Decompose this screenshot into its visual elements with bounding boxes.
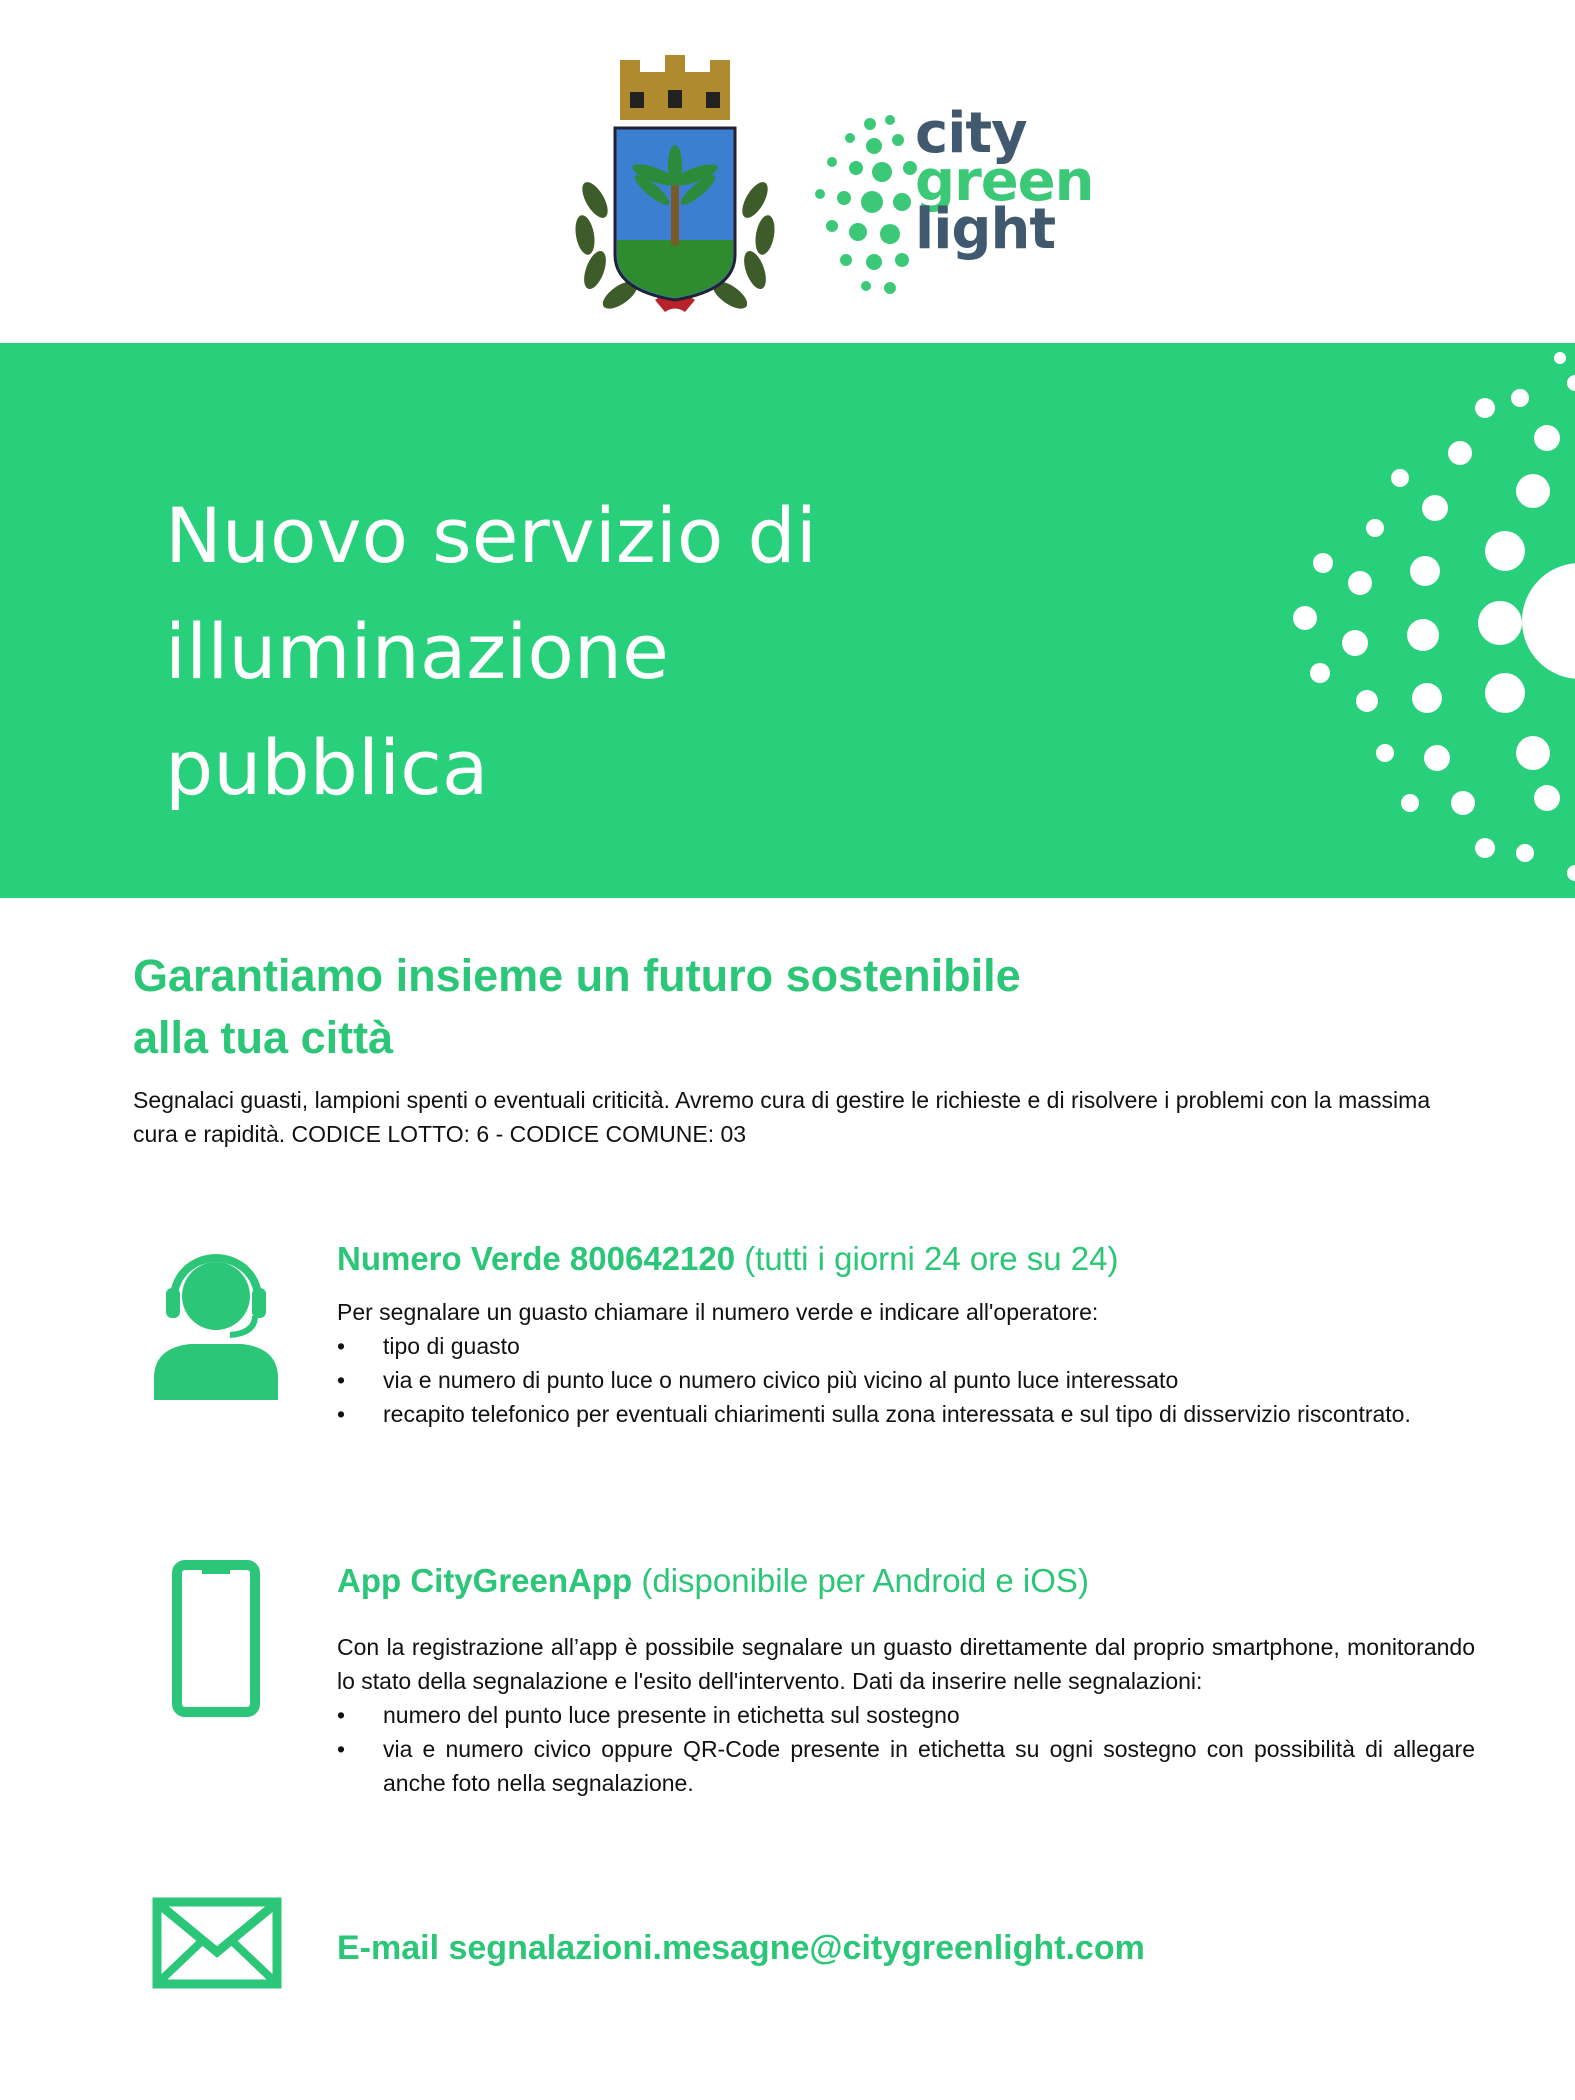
intro-heading-line: Garantiamo insieme un futuro sostenibile	[133, 950, 1021, 1001]
banner-title-line: Nuovo servizio di	[165, 491, 817, 580]
list-item: • via e numero civico oppure QR-Code presente in etichetta su ogni sostegno con possibilità di allegare anche foto nella segnalazione.	[337, 1732, 1475, 1800]
header-logos	[560, 50, 1100, 330]
banner-title-line: pubblica	[165, 723, 489, 812]
municipal-crest-icon	[560, 50, 790, 320]
app-availability: (disponibile per Android e iOS)	[632, 1562, 1089, 1599]
brand-wordmark	[915, 101, 1094, 262]
list-item: • recapito telefonico per eventuali chiarimenti sulla zona interessata e sul tipo di disservizio riscontrato.	[337, 1397, 1475, 1431]
smartphone-icon	[172, 1560, 260, 1717]
intro-heading-line: alla tua città	[133, 1012, 394, 1063]
app-section-body	[337, 1630, 1475, 1800]
phone-availability: (tutti i giorni 24 ore su 24)	[735, 1240, 1119, 1277]
brand-word-light: light	[915, 197, 1056, 262]
phone-lead: Per segnalare un guasto chiamare il numero verde e indicare all'operatore:	[337, 1299, 1099, 1325]
brand-word-green: green	[915, 149, 1094, 214]
envelope-icon	[152, 1897, 282, 1989]
app-section-title	[337, 1559, 1487, 1603]
call-center-operator-icon	[150, 1248, 282, 1400]
banner-title-line: illuminazione	[165, 607, 669, 696]
phone-section-body	[337, 1295, 1475, 1431]
banner-title	[165, 478, 1065, 826]
list-item: • numero del punto luce presente in etichetta sul sostegno	[337, 1698, 1475, 1732]
phone-number-title[interactable]: Numero Verde 800642120	[337, 1240, 736, 1277]
app-name-title: App CityGreenApp	[337, 1562, 633, 1599]
list-item: • via e numero di punto luce o numero civico più vicino al punto luce interessato	[337, 1363, 1475, 1397]
app-bullet-list	[337, 1698, 1475, 1800]
app-lead: Con la registrazione all’app è possibile segnalare un guasto direttamente dal proprio smartphone, monitorando lo stato della segnalazione e l'esito dell'intervento. Dati da inserire nelle segnalazioni:	[337, 1634, 1475, 1694]
list-item: • tipo di guasto	[337, 1329, 1475, 1363]
phone-section-title	[337, 1237, 1487, 1281]
city-green-light-logo	[810, 101, 1100, 300]
light-rays-decoration-icon	[1275, 343, 1575, 898]
dots-logo-icon	[810, 110, 920, 300]
intro-text: Segnalaci guasti, lampioni spenti o eventuali criticità. Avremo cura di gestire le richieste e di risolvere i problemi con la massima cura e rapidità. CODICE LOTTO: 6 - CODICE COMUNE: 03	[133, 1087, 1431, 1147]
phone-bullet-list	[337, 1329, 1475, 1431]
brand-word-city: city	[915, 101, 1027, 166]
intro-heading	[133, 945, 1333, 1069]
hero-banner	[0, 343, 1575, 898]
email-link[interactable]: E-mail segnalazioni.mesagne@citygreenlight.com	[337, 1929, 1145, 1967]
